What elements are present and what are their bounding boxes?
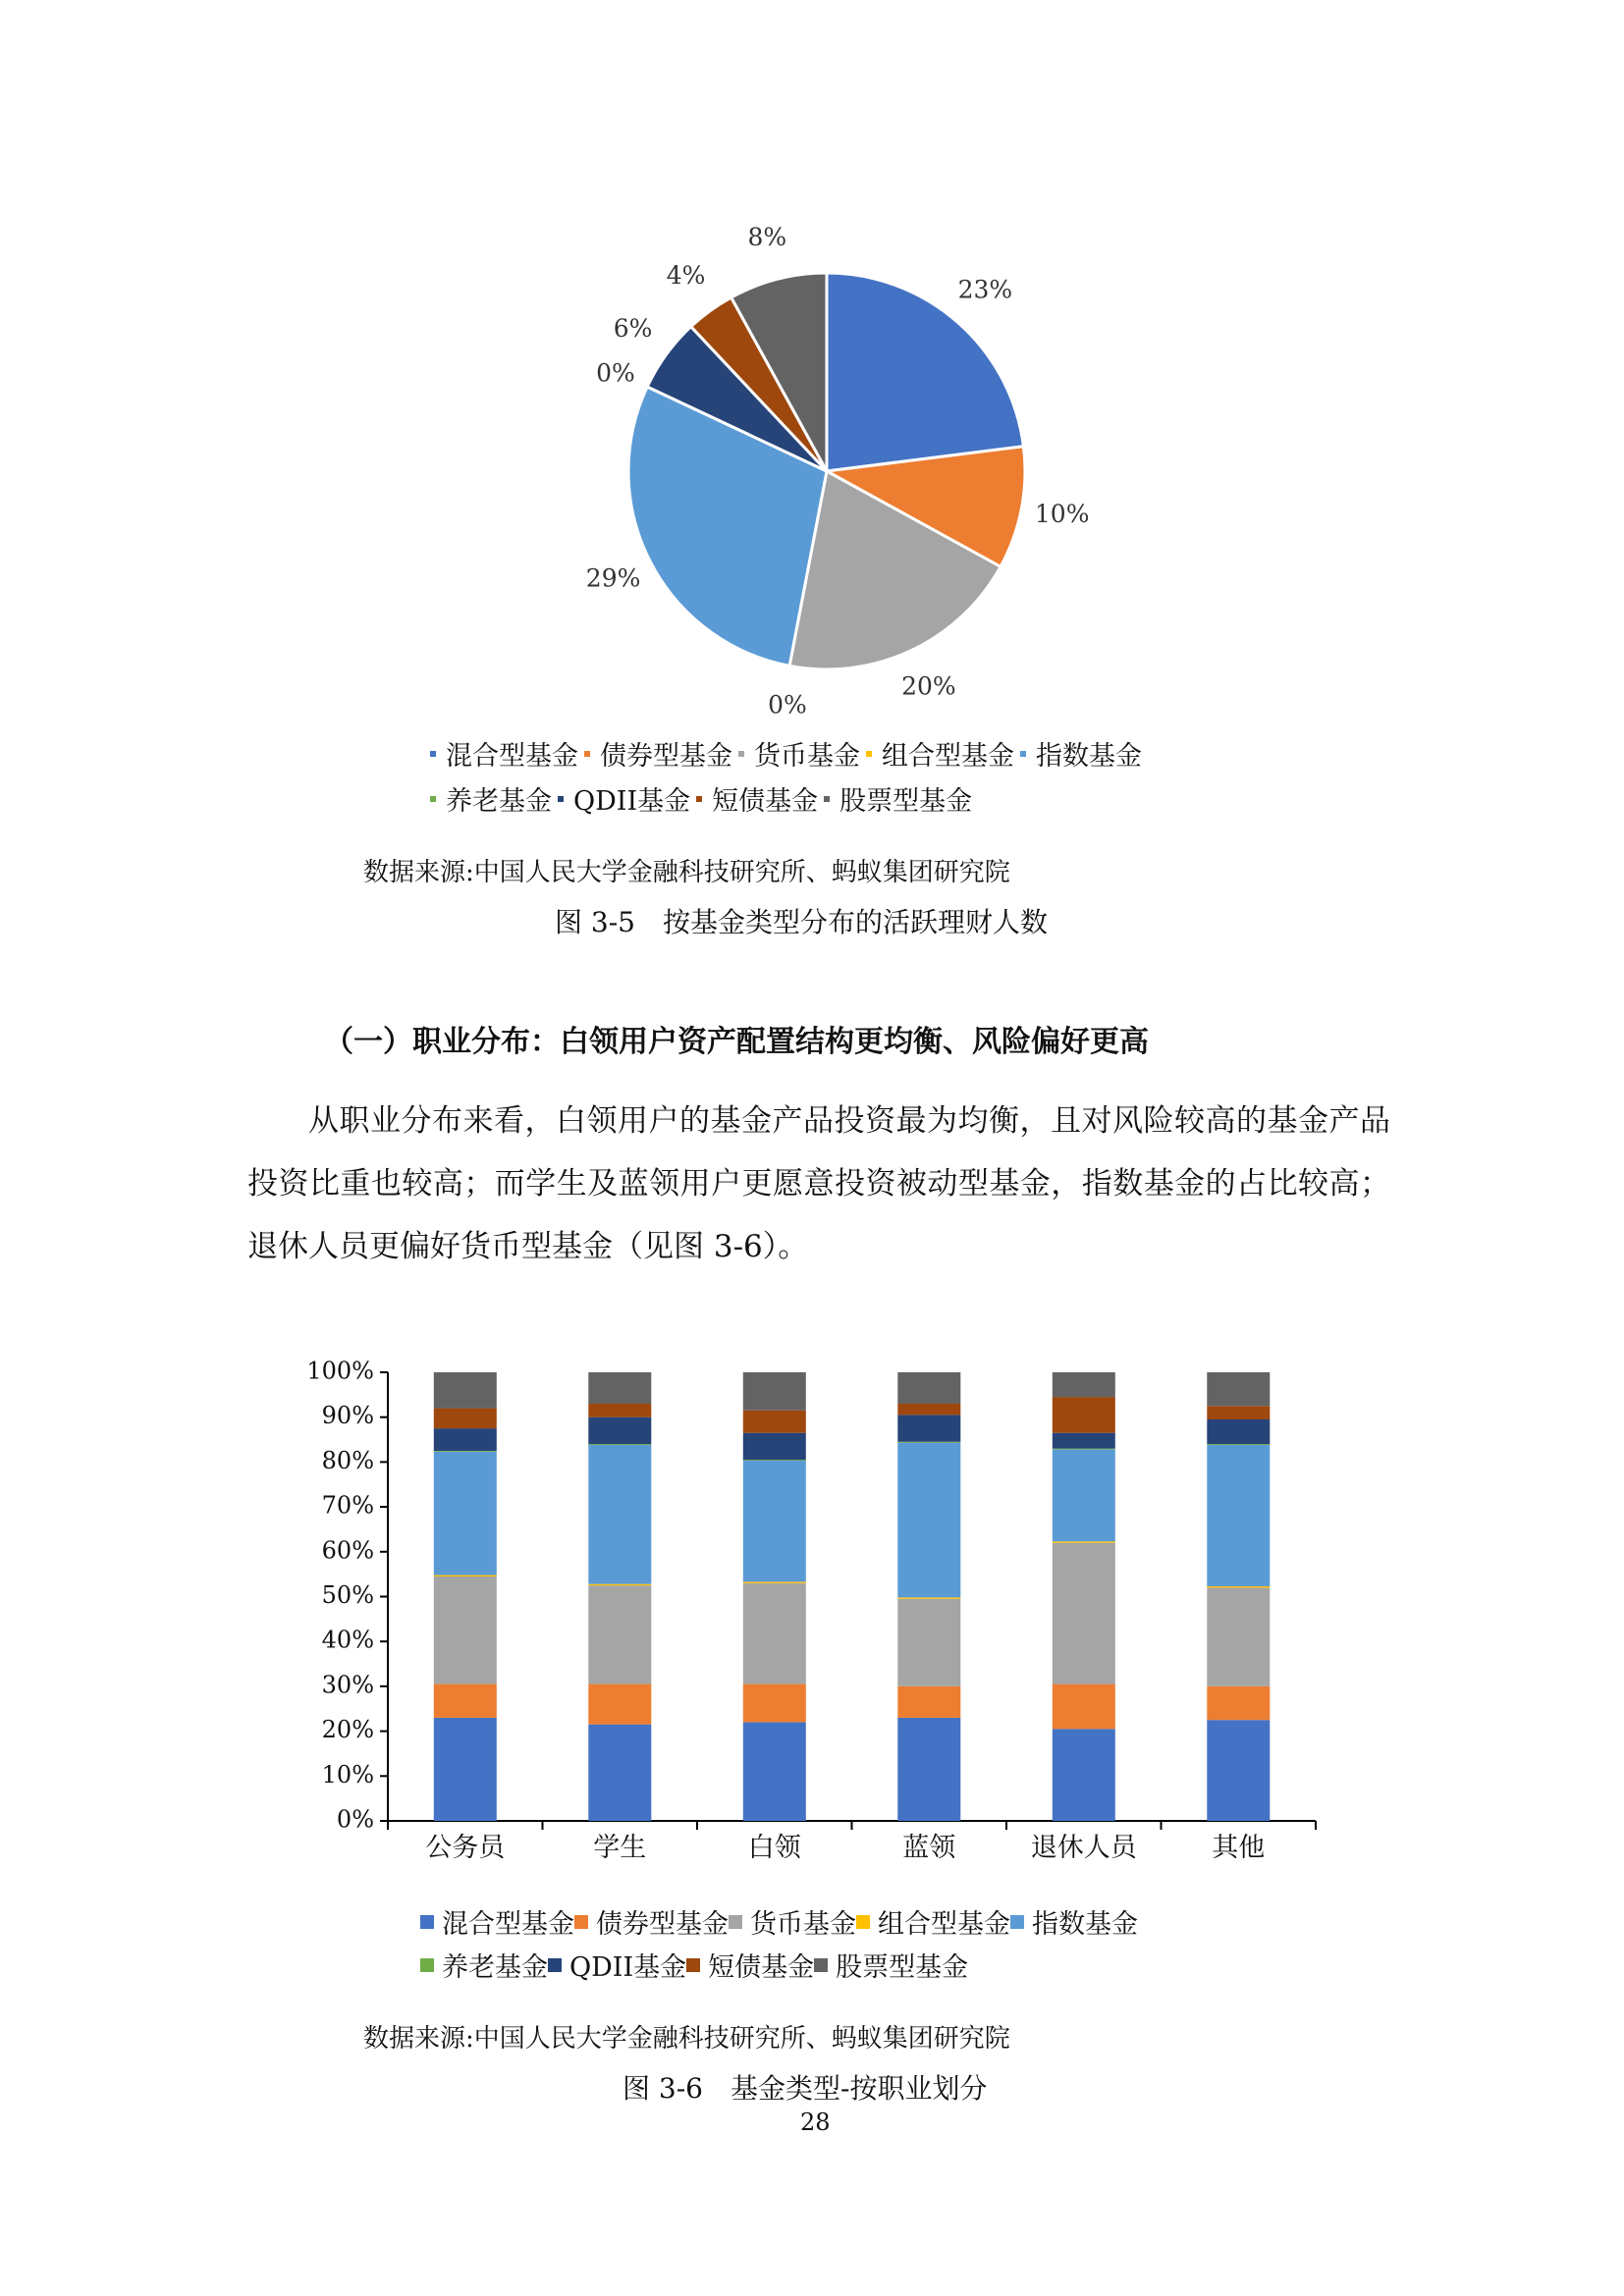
legend-swatch <box>430 751 436 757</box>
pie-label-5: 29% <box>585 563 641 593</box>
legend-label: 养老基金 <box>446 786 552 817</box>
bar-segment <box>588 1417 651 1444</box>
bar-segment <box>743 1433 806 1460</box>
pie-legend-item <box>1014 734 1142 773</box>
legend-label: QDII基金 <box>573 786 691 817</box>
bar-segment <box>897 1718 960 1821</box>
bar-segment <box>434 1684 497 1718</box>
page-number: 28 <box>800 2109 831 2136</box>
y-tick-label: 40% <box>321 1626 374 1654</box>
pie-legend-item <box>818 779 972 818</box>
pie-label-7: 6% <box>613 314 653 344</box>
bar-legend-item <box>729 1902 856 1941</box>
bar-segment <box>1053 1684 1115 1730</box>
y-tick-label: 20% <box>321 1716 374 1744</box>
bar-segment <box>434 1409 497 1429</box>
y-tick-label: 0% <box>336 1805 374 1834</box>
legend-label: 养老基金 <box>442 1952 548 1983</box>
x-tick-label: 其他 <box>1212 1833 1266 1863</box>
pie-label-3: 20% <box>901 671 956 701</box>
legend-label: 货币基金 <box>754 741 860 772</box>
y-tick-label: 50% <box>321 1581 374 1609</box>
pie-chart <box>0 0 1624 726</box>
pie-label-6: 0% <box>596 358 635 388</box>
pie-label-8: 4% <box>666 261 706 291</box>
pie-legend-item <box>690 779 818 818</box>
pie-label-2: 10% <box>1034 500 1090 529</box>
y-tick-label: 90% <box>321 1402 374 1430</box>
bar-segment <box>588 1404 651 1417</box>
bar-segment <box>897 1599 960 1686</box>
bar-segment <box>434 1428 497 1451</box>
bar-segment <box>743 1723 806 1822</box>
bar-segment <box>1053 1729 1115 1821</box>
legend-label: 组合型基金 <box>878 1909 1010 1940</box>
bar-segment <box>1053 1450 1115 1542</box>
x-tick-label: 退休人员 <box>1030 1833 1137 1863</box>
bar-segment <box>1207 1419 1270 1444</box>
legend-label: 混合型基金 <box>442 1909 574 1940</box>
bar-segment <box>743 1684 806 1723</box>
bar-segment <box>1207 1445 1270 1586</box>
legend-swatch <box>430 796 436 802</box>
legend-label: 债券型基金 <box>600 741 732 772</box>
pie-legend-row-2 <box>424 779 972 818</box>
bar-legend-item <box>420 1946 548 1984</box>
legend-swatch <box>420 1915 434 1929</box>
legend-swatch <box>738 751 744 757</box>
figure-3-6-caption: 图 3-6 基金类型-按职业划分 <box>623 2072 988 2105</box>
legend-swatch <box>548 1958 562 1972</box>
pie-legend-item <box>732 734 860 773</box>
bar-segment <box>743 1583 806 1684</box>
pie-legend-row-1 <box>424 734 1142 773</box>
legend-swatch <box>824 796 830 802</box>
bar-segment <box>434 1718 497 1821</box>
bar-segment <box>434 1372 497 1409</box>
bar-segment <box>1053 1397 1115 1433</box>
legend-label: QDII基金 <box>569 1952 687 1983</box>
bar-legend-row-2 <box>420 1946 968 1984</box>
legend-label: 货币基金 <box>750 1909 856 1940</box>
legend-label: 股票型基金 <box>839 786 973 817</box>
bar-segment <box>1207 1372 1270 1406</box>
y-tick-label: 80% <box>321 1446 374 1474</box>
legend-swatch <box>729 1915 742 1929</box>
bar-segment <box>1053 1433 1115 1449</box>
bar-segment <box>897 1415 960 1441</box>
bar-segment <box>434 1576 497 1684</box>
legend-swatch <box>814 1958 828 1972</box>
pie-legend-item <box>424 734 578 773</box>
x-tick-label: 蓝领 <box>902 1833 956 1863</box>
bar-segment <box>897 1404 960 1415</box>
pie-label-4: 0% <box>768 690 807 720</box>
bar-segment <box>1053 1449 1115 1450</box>
bar-segment <box>1207 1720 1270 1821</box>
legend-swatch <box>856 1915 870 1929</box>
bar-segment <box>588 1585 651 1684</box>
x-tick-label: 公务员 <box>425 1833 506 1863</box>
bar-legend-row-1 <box>420 1902 1138 1941</box>
stacked-bar-chart <box>0 1345 1624 1875</box>
bar-segment <box>1207 1587 1270 1686</box>
y-tick-label: 100% <box>306 1357 374 1385</box>
y-tick-label: 70% <box>321 1491 374 1520</box>
bar-segment <box>1207 1444 1270 1445</box>
legend-label: 债券型基金 <box>596 1909 729 1940</box>
bar-segment <box>1053 1543 1115 1684</box>
y-tick-label: 10% <box>321 1760 374 1789</box>
x-tick-label: 学生 <box>593 1833 647 1863</box>
pie-legend-item <box>424 779 552 818</box>
figure-3-5-source: 数据来源:中国人民大学金融科技研究所、蚂蚁集团研究院 <box>363 858 1010 887</box>
legend-swatch <box>420 1958 434 1972</box>
pie-legend-item <box>552 779 690 818</box>
bar-legend-item <box>420 1902 574 1941</box>
bar-segment <box>1207 1586 1270 1587</box>
bar-legend-item <box>856 1902 1010 1941</box>
legend-label: 短债基金 <box>708 1952 815 1983</box>
legend-label: 组合型基金 <box>882 741 1014 772</box>
legend-swatch <box>686 1958 700 1972</box>
bar-legend-item <box>1010 1902 1138 1941</box>
bar-legend-item <box>548 1946 686 1984</box>
bar-segment <box>1053 1541 1115 1542</box>
y-tick-label: 60% <box>321 1536 374 1565</box>
legend-label: 混合型基金 <box>446 741 578 772</box>
bar-segment <box>743 1411 806 1433</box>
legend-swatch <box>558 796 564 802</box>
bar-legend-item <box>814 1946 968 1984</box>
y-tick-label: 30% <box>321 1671 374 1699</box>
bar-segment <box>588 1444 651 1445</box>
bar-segment <box>588 1584 651 1585</box>
bar-segment <box>743 1461 806 1581</box>
bar-segment <box>588 1445 651 1584</box>
legend-swatch <box>584 751 590 757</box>
bar-segment <box>897 1443 960 1598</box>
legend-label: 股票型基金 <box>836 1952 969 1983</box>
x-tick-label: 白领 <box>747 1833 801 1863</box>
legend-label: 指数基金 <box>1032 1909 1138 1940</box>
bar-segment <box>1207 1686 1270 1720</box>
pie-label-9: 8% <box>747 223 787 252</box>
bar-segment <box>897 1686 960 1718</box>
bar-legend-item <box>686 1946 814 1984</box>
legend-swatch <box>1020 751 1026 757</box>
figure-3-5-caption: 图 3-5 按基金类型分布的活跃理财人数 <box>555 906 1048 938</box>
section-heading: （一）职业分布：白领用户资产配置结构更均衡、风险偏好更高 <box>324 1025 1149 1059</box>
bar-segment <box>897 1597 960 1598</box>
legend-swatch <box>1010 1915 1024 1929</box>
bar-segment <box>588 1725 651 1821</box>
bar-segment <box>588 1684 651 1725</box>
bar-segment <box>897 1442 960 1443</box>
bar-segment <box>743 1581 806 1582</box>
legend-swatch <box>696 796 702 802</box>
bar-segment <box>1053 1372 1115 1397</box>
pie-legend-item <box>860 734 1014 773</box>
legend-label: 短债基金 <box>712 786 819 817</box>
bar-segment <box>434 1452 497 1575</box>
pie-legend-item <box>578 734 732 773</box>
pie-label-1: 23% <box>957 275 1013 304</box>
bar-segment <box>743 1460 806 1461</box>
section-paragraph: 从职业分布来看，白领用户的基金产品投资最为均衡，且对风险较高的基金产品投资比重也较高；而学生及蓝领用户更愿意投资被动型基金，指数基金的占比较高；退休人员更偏好货币型基金（见图 3-6）。 <box>247 1103 1390 1264</box>
bar-segment <box>434 1451 497 1452</box>
bar-legend-item <box>574 1902 729 1941</box>
legend-swatch <box>866 751 872 757</box>
bar-segment <box>588 1372 651 1404</box>
bar-segment <box>434 1575 497 1576</box>
legend-swatch <box>574 1915 588 1929</box>
bar-segment <box>897 1372 960 1404</box>
bar-segment <box>743 1372 806 1411</box>
legend-label: 指数基金 <box>1036 741 1142 772</box>
figure-3-6-source: 数据来源:中国人民大学金融科技研究所、蚂蚁集团研究院 <box>363 2024 1010 2054</box>
bar-segment <box>1207 1406 1270 1419</box>
